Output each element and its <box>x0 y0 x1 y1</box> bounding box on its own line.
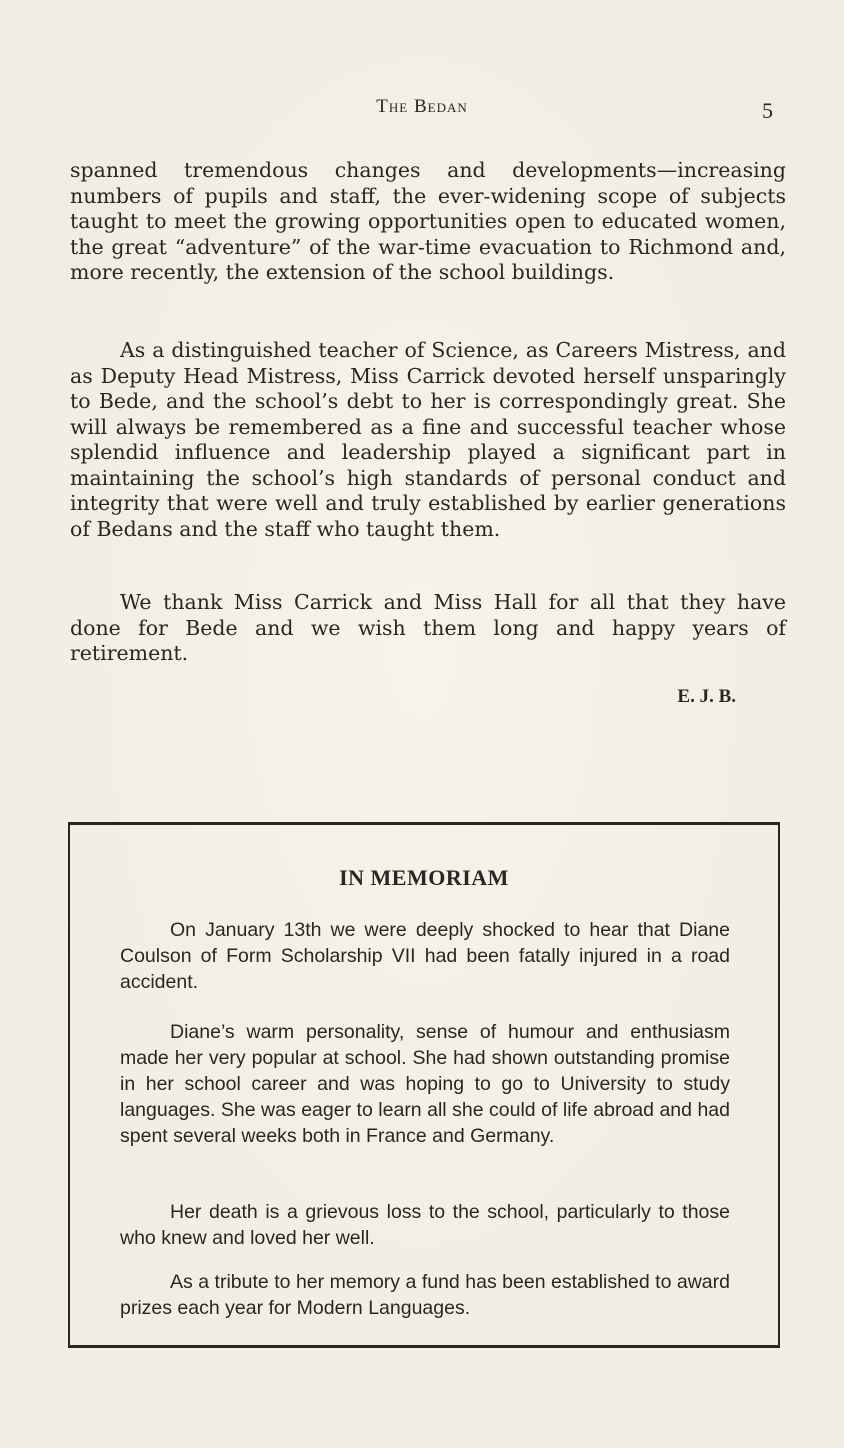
page-number: 5 <box>762 98 773 123</box>
article-paragraph-3: We thank Miss Carrick and Miss Hall for all that they have done for Bede and we wish them long and happy years of retirement. <box>70 590 786 665</box>
memoriam-paragraph-3: Her death is a grievous loss to the school, particularly to those who knew and loved her well. <box>120 1201 730 1249</box>
article-paragraph-1: spanned tremendous changes and developments—increasing numbers of pupils and staff, the ever-widening scope of subjects taught to meet the growing opportunities open to educated women, the great “adventure” of the war-time evacuation to Richmond and, more recently, the extension of the school buildings. <box>70 158 786 284</box>
memoriam-paragraph-4: As a tribute to her memory a fund has been established to award prizes each year for Modern Languages. <box>120 1271 730 1319</box>
page-header <box>0 96 844 126</box>
author-initials: E. J. B. <box>677 686 736 707</box>
memoriam-paragraph-1: On January 13th we were deeply shocked to hear that Diane Coulson of Form Scholarship VII had been fatally injured in a road accident. <box>120 919 730 993</box>
in-memoriam-box <box>68 822 780 1348</box>
running-title: The Bedan <box>376 96 468 117</box>
memoriam-title: IN MEMORIAM <box>339 865 509 890</box>
article-paragraph-2: As a distinguished teacher of Science, as Careers Mistress, and as Deputy Head Mistress, Miss Carrick devoted herself unsparingly to Bede, and the school’s debt to her is correspondingly great. She will always be remembered as a fine and successful teacher whose splendid influence and leadership played a significant part in maintaining the school’s high standards of personal conduct and integrity that were well and truly established by earlier generations of Bedans and the staff who taught them. <box>70 338 786 541</box>
memoriam-paragraph-2: Diane’s warm personality, sense of humour and enthusiasm made her very popular at school. She had shown outstanding promise in her school career and was hoping to go to University to study languages. She was eager to learn all she could of life abroad and had spent several weeks both in France and Germany. <box>120 1021 730 1147</box>
